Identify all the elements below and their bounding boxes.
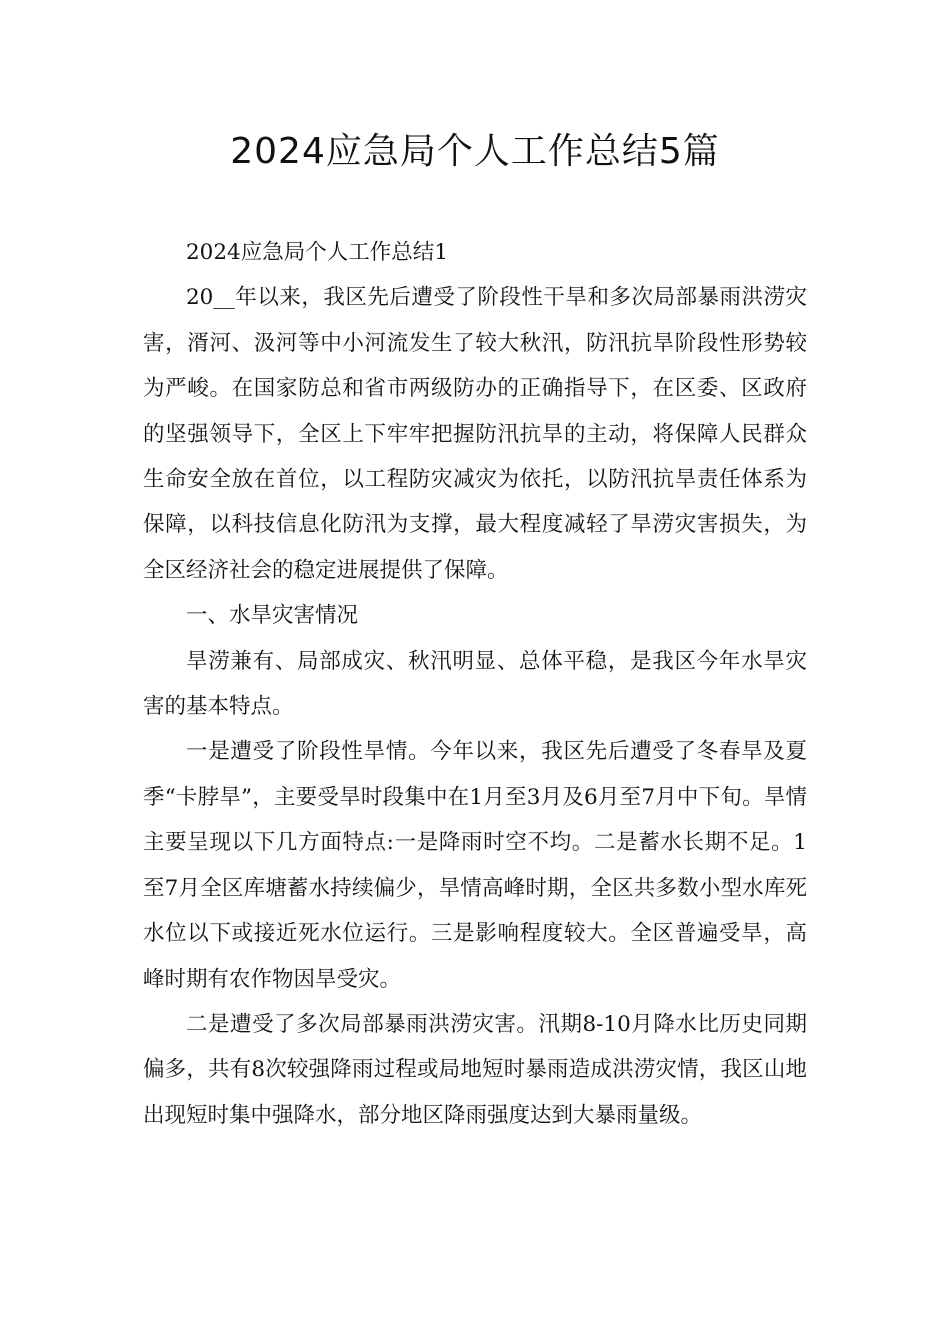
section-heading: 一、水旱灾害情况 bbox=[186, 603, 359, 629]
document-body bbox=[143, 230, 807, 1138]
section-heading: 2024应急局个人工作总结1 bbox=[186, 240, 448, 265]
document-title: 2024应急局个人工作总结5篇 bbox=[230, 131, 720, 172]
paragraph: 一是遭受了阶段性旱情。今年以来，我区先后遭受了冬春旱及夏季“卡脖旱”，主要受旱时段集中在1月至3月及6月至7月中下旬。旱情主要呈现以下几方面特点:一是降雨时空不均。二是蓄水长期不足。1至7月全区库塘蓄水持续偏少，旱情高峰时期，全区共多数小型水库死水位以下或接近死水位运行。三是影响程度较大。全区普遍受旱，高峰时期有农作物因旱受灾。 bbox=[143, 739, 807, 992]
paragraph: 20__年以来，我区先后遭受了阶段性干旱和多次局部暴雨洪涝灾害，湑河、汲河等中小河流发生了较大秋汛，防汛抗旱阶段性形势较为严峻。在国家防总和省市两级防办的正确指导下，在区委、区政府的坚强领导下，全区上下牢牢把握防汛抗旱的主动，将保障人民群众生命安全放在首位，以工程防灾减灾为依托，以防汛抗旱责任体系为保障，以科技信息化防汛为支撑，最大程度减轻了旱涝灾害损失，为全区经济社会的稳定进展提供了保障。 bbox=[143, 285, 807, 583]
paragraph: 旱涝兼有、局部成灾、秋汛明显、总体平稳，是我区今年水旱灾害的基本特点。 bbox=[143, 648, 807, 720]
paragraph: 二是遭受了多次局部暴雨洪涝灾害。汛期8-10月降水比历史同期偏多，共有8次较强降雨过程或局地短时暴雨造成洪涝灾情，我区山地出现短时集中强降水，部分地区降雨强度达到大暴雨量级。 bbox=[143, 1011, 807, 1128]
